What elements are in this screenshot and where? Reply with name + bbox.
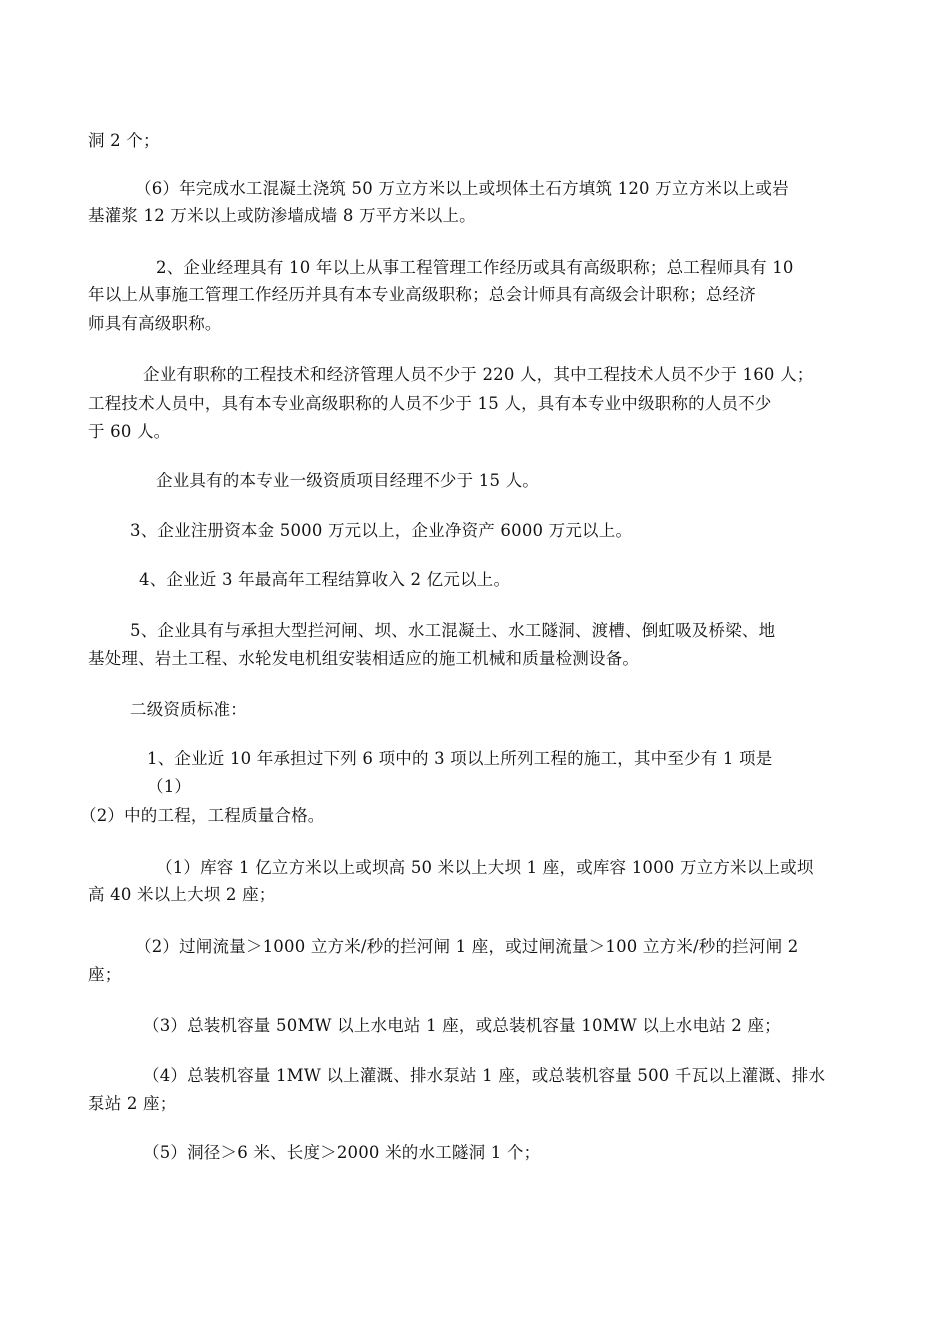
text-line: （4）总装机容量 1MW 以上灌溉、排水泵站 1 座，或总装机容量 500 千瓦以上灌溉、排水 xyxy=(143,1066,826,1085)
text-line: 泵站 2 座； xyxy=(88,1094,177,1113)
text-line: 洞 2 个； xyxy=(88,131,160,150)
text-line: （5）洞径＞6 米、长度＞2000 米的水工隧洞 1 个； xyxy=(143,1143,541,1162)
text-line: 1、企业近 10 年承担过下列 6 项中的 3 项以上所列工程的施工，其中至少有 1 项是 xyxy=(147,749,773,768)
text-line: （2）中的工程，工程质量合格。 xyxy=(80,806,325,825)
text-line: 二级资质标准： xyxy=(130,700,247,719)
text-line: （1）库容 1 亿立方米以上或坝高 50 米以上大坝 1 座，或库容 1000 万立方米以上或坝 xyxy=(156,858,814,877)
text-line: 师具有高级职称。 xyxy=(88,314,222,333)
text-line: 企业具有的本专业一级资质项目经理不少于 15 人。 xyxy=(156,471,539,490)
text-line: 基处理、岩土工程、水轮发电机组安装相适应的施工机械和质量检测设备。 xyxy=(88,649,640,668)
text-line: 座； xyxy=(88,965,122,984)
text-line: 工程技术人员中，具有本专业高级职称的人员不少于 15 人，具有本专业中级职称的人员不少 xyxy=(88,394,772,413)
text-line: 3、企业注册资本金 5000 万元以上，企业净资产 6000 万元以上。 xyxy=(130,521,633,540)
text-line: 企业有职称的工程技术和经济管理人员不少于 220 人，其中工程技术人员不少于 160 人； xyxy=(143,365,814,384)
text-line: 年以上从事施工管理工作经历并具有本专业高级职称；总会计师具有高级会计职称；总经济 xyxy=(88,285,756,304)
text-line: （1） xyxy=(147,777,192,796)
text-line: （2）过闸流量＞1000 立方米/秒的拦河闸 1 座，或过闸流量＞100 立方米/秒的拦河闸 2 xyxy=(135,937,799,956)
text-line: （3）总装机容量 50MW 以上水电站 1 座，或总装机容量 10MW 以上水电站 2 座； xyxy=(143,1016,781,1035)
text-line: 4、企业近 3 年最高年工程结算收入 2 亿元以上。 xyxy=(139,570,511,589)
text-line: （6）年完成水工混凝土浇筑 50 万立方米以上或坝体土石方填筑 120 万立方米以上或岩 xyxy=(135,179,789,198)
text-line: 基灌浆 12 万米以上或防渗墙成墙 8 万平方米以上。 xyxy=(88,206,476,225)
text-line: 5、企业具有与承担大型拦河闸、坝、水工混凝土、水工隧洞、渡槽、倒虹吸及桥梁、地 xyxy=(130,621,776,640)
text-line: 2、企业经理具有 10 年以上从事工程管理工作经历或具有高级职称；总工程师具有 10 xyxy=(156,258,794,277)
text-line: 于 60 人。 xyxy=(88,422,171,441)
text-line: 高 40 米以上大坝 2 座； xyxy=(88,885,276,904)
